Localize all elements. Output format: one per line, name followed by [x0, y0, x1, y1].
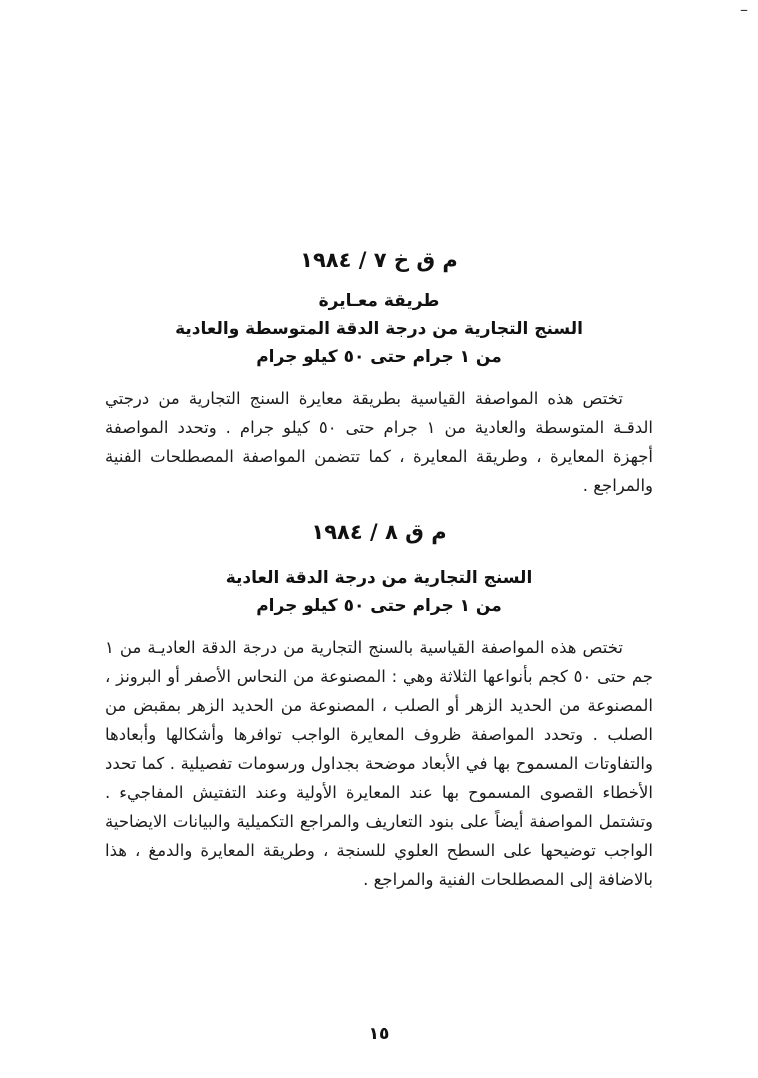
- standard-title-line: السنج التجارية من درجة الدقة المتوسطة والعادية: [175, 319, 583, 339]
- standard-title-block-2: [105, 564, 653, 620]
- standard-code-heading-1: م ق خ ٧ / ١٩٨٤: [300, 248, 458, 272]
- standard-summary-2: تختص هذه المواصفة القياسية بالسنج التجارية من درجة الدقة العاديـة من ١ جم حتى ٥٠ كجم بأنواعها الثلاثة وهي : المصنوعة من النحاس الأصفر أو البرونز ، المصنوعة من الحديد الزهر أو الصلب ، المصنوعة من الحديد الزهر بمقبض من الصلب . وتحدد المواصفة ظروف المعايرة الواجب توافرها وأشكالها وأبعادها والتفاوتات المسموح بها في الأبعاد موضحة بجداول ورسومات تفصيلية . كما تحدد الأخطاء القصوى المسموح بها عند المعايرة الأولية وعند التفتيش المفاجيء . وتشتمل المواصفة أيضاً على بنود التعاريف والمراجع التكميلية والبيانات الايضاحية الواجب توضيحها على السطح العلوي للسنجة ، وطريقة المعايرة والدمغ ، هذا بالاضافة إلى المصطلحات الفنية والمراجع .: [105, 638, 654, 889]
- standard-title-line: من ١ جرام حتى ٥٠ كيلو جرام: [256, 596, 502, 616]
- standard-code-heading-2: م ق ٨ / ١٩٨٤: [311, 520, 447, 544]
- standard-summary-1: تختص هذه المواصفة القياسية بطريقة معايرة السنج التجارية من درجتي الدقـة المتوسطة والعادية من ١ جرام حتى ٥٠ كيلو جرام . وتحدد المواصفة أجهزة المعايرة ، وطريقة المعايرة ، كما تتضمن المواصفة المصطلحات الفنية والمراجع .: [105, 389, 653, 495]
- standard-title-line: السنج التجارية من درجة الدقة العادية: [225, 568, 533, 588]
- page-corner-dash: –: [740, 0, 748, 19]
- standard-title-block-1: [105, 287, 653, 371]
- page-content: [105, 0, 653, 894]
- page-number: ١٥: [368, 1024, 390, 1044]
- standard-title-line: طريقة معـايرة: [318, 291, 440, 311]
- standard-title-line: من ١ جرام حتى ٥٠ كيلو جرام: [256, 347, 502, 367]
